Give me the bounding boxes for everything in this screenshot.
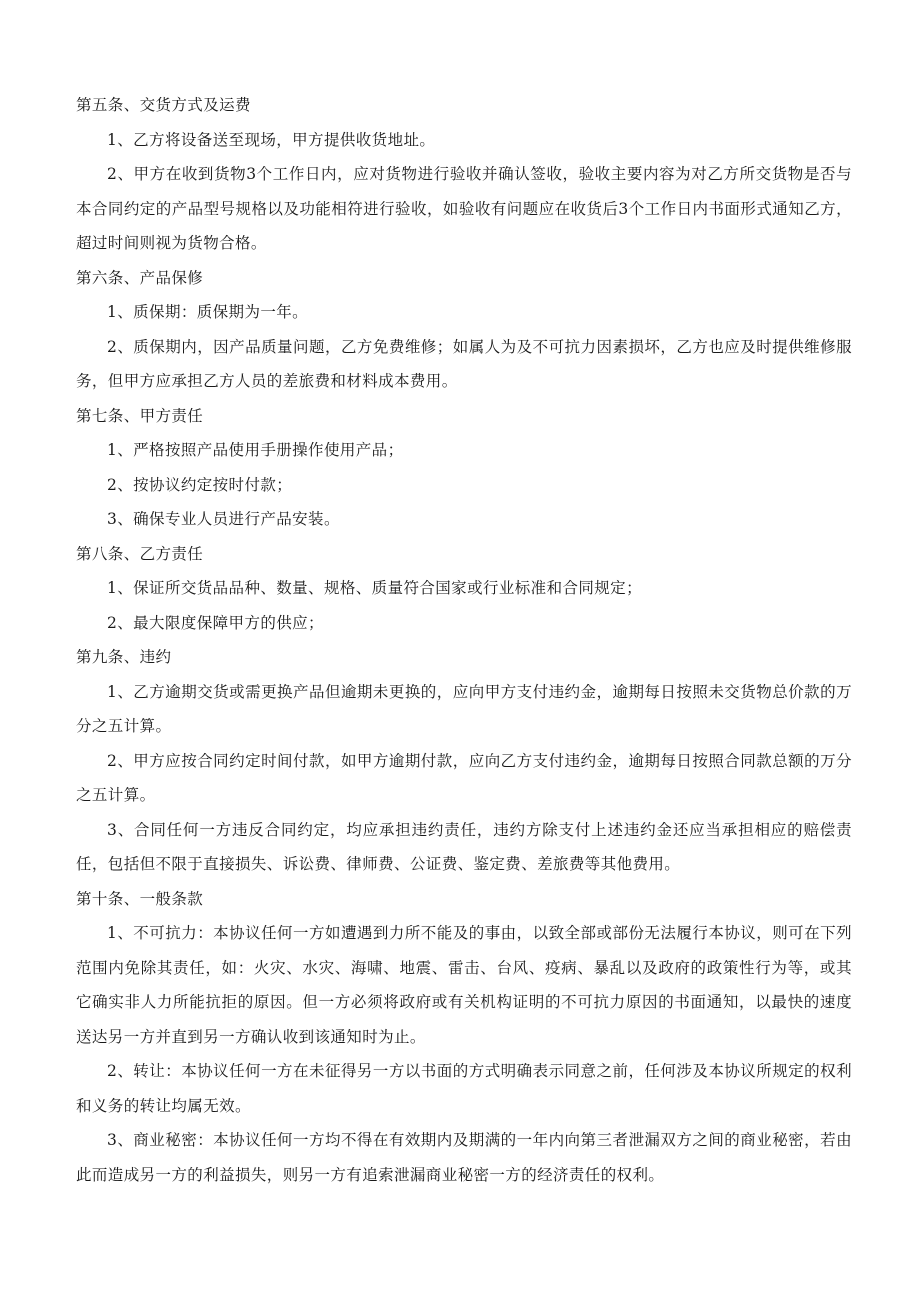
article-heading-8: 第八条、乙方责任 — [76, 544, 204, 563]
article-heading-5: 第五条、交货方式及运费 — [76, 96, 251, 114]
clause-8-1: 1、保证所交货品品种、数量、规格、质量符合国家或行业标准和合同规定； — [107, 579, 642, 597]
clause-6-2: 2、质保期内，因产品质量问题，乙方免费维修；如属人为及不可抗力因素损坏，乙方也应及时提供维修服务，但甲方应承担乙方人员的差旅费和材料成本费用。 — [76, 337, 852, 390]
clause-7-3: 3、确保专业人员进行产品安装。 — [107, 510, 340, 528]
clause-9-3: 3、合同任何一方违反合同约定，均应承担违约责任，违约方除支付上述违约金还应当承担相应的赔偿责任，包括但不限于直接损失、诉讼费、律师费、公证费、鉴定费、差旅费等其他费用。 — [76, 820, 852, 873]
clause-9-2: 2、甲方应按合同约定时间付款，如甲方逾期付款，应向乙方支付违约金，逾期每日按照合同款总额的万分之五计算。 — [76, 751, 852, 804]
clause-8-2: 2、最大限度保障甲方的供应； — [107, 613, 324, 632]
article-heading-6: 第六条、产品保修 — [76, 268, 204, 287]
clause-5-2: 2、甲方在收到货物3个工作日内，应对货物进行验收并确认签收，验收主要内容为对乙方所交货物是否与本合同约定的产品型号规格以及功能相符进行验收，如验收有问题应在收货后3个工作日内书面形式通知乙方，超过时间则视为货物合格。 — [76, 165, 852, 252]
clause-7-2: 2、按协议约定按时付款； — [107, 475, 293, 494]
clause-10-1: 1、不可抗力：本协议任何一方如遭遇到力所不能及的事由，以致全部或部份无法履行本协议，则可在下列范围内免除其责任，如：火灾、水灾、海啸、地震、雷击、台风、疫病、暴乱以及政府的政策性行为等，或其它确实非人力所能抗拒的原因。但一方必须将政府或有关机构证明的不可抗力原因的书面通知，以最快的速度送达另一方并直到另一方确认收到该通知时为止。 — [76, 924, 852, 1046]
article-heading-10: 第十条、一般条款 — [76, 889, 204, 908]
clause-10-3: 3、商业秘密：本协议任何一方均不得在有效期内及期满的一年内向第三者泄漏双方之间的商业秘密，若由此而造成另一方的利益损失，则另一方有追索泄漏商业秘密一方的经济责任的权利。 — [76, 1131, 852, 1184]
clause-10-2: 2、转让：本协议任何一方在未征得另一方以书面的方式明确表示同意之前，任何涉及本协议所规定的权利和义务的转让均属无效。 — [76, 1062, 852, 1115]
article-heading-9: 第九条、违约 — [76, 648, 172, 666]
clause-5-1: 1、乙方将设备送至现场，甲方提供收货地址。 — [107, 130, 436, 149]
article-heading-7: 第七条、甲方责任 — [76, 406, 204, 425]
clause-6-1: 1、质保期：质保期为一年。 — [107, 303, 309, 321]
clause-9-1: 1、乙方逾期交货或需更换产品但逾期未更换的，应向甲方支付违约金，逾期每日按照未交货物总价款的万分之五计算。 — [76, 682, 852, 735]
clause-7-1: 1、严格按照产品使用手册操作使用产品； — [107, 441, 404, 459]
